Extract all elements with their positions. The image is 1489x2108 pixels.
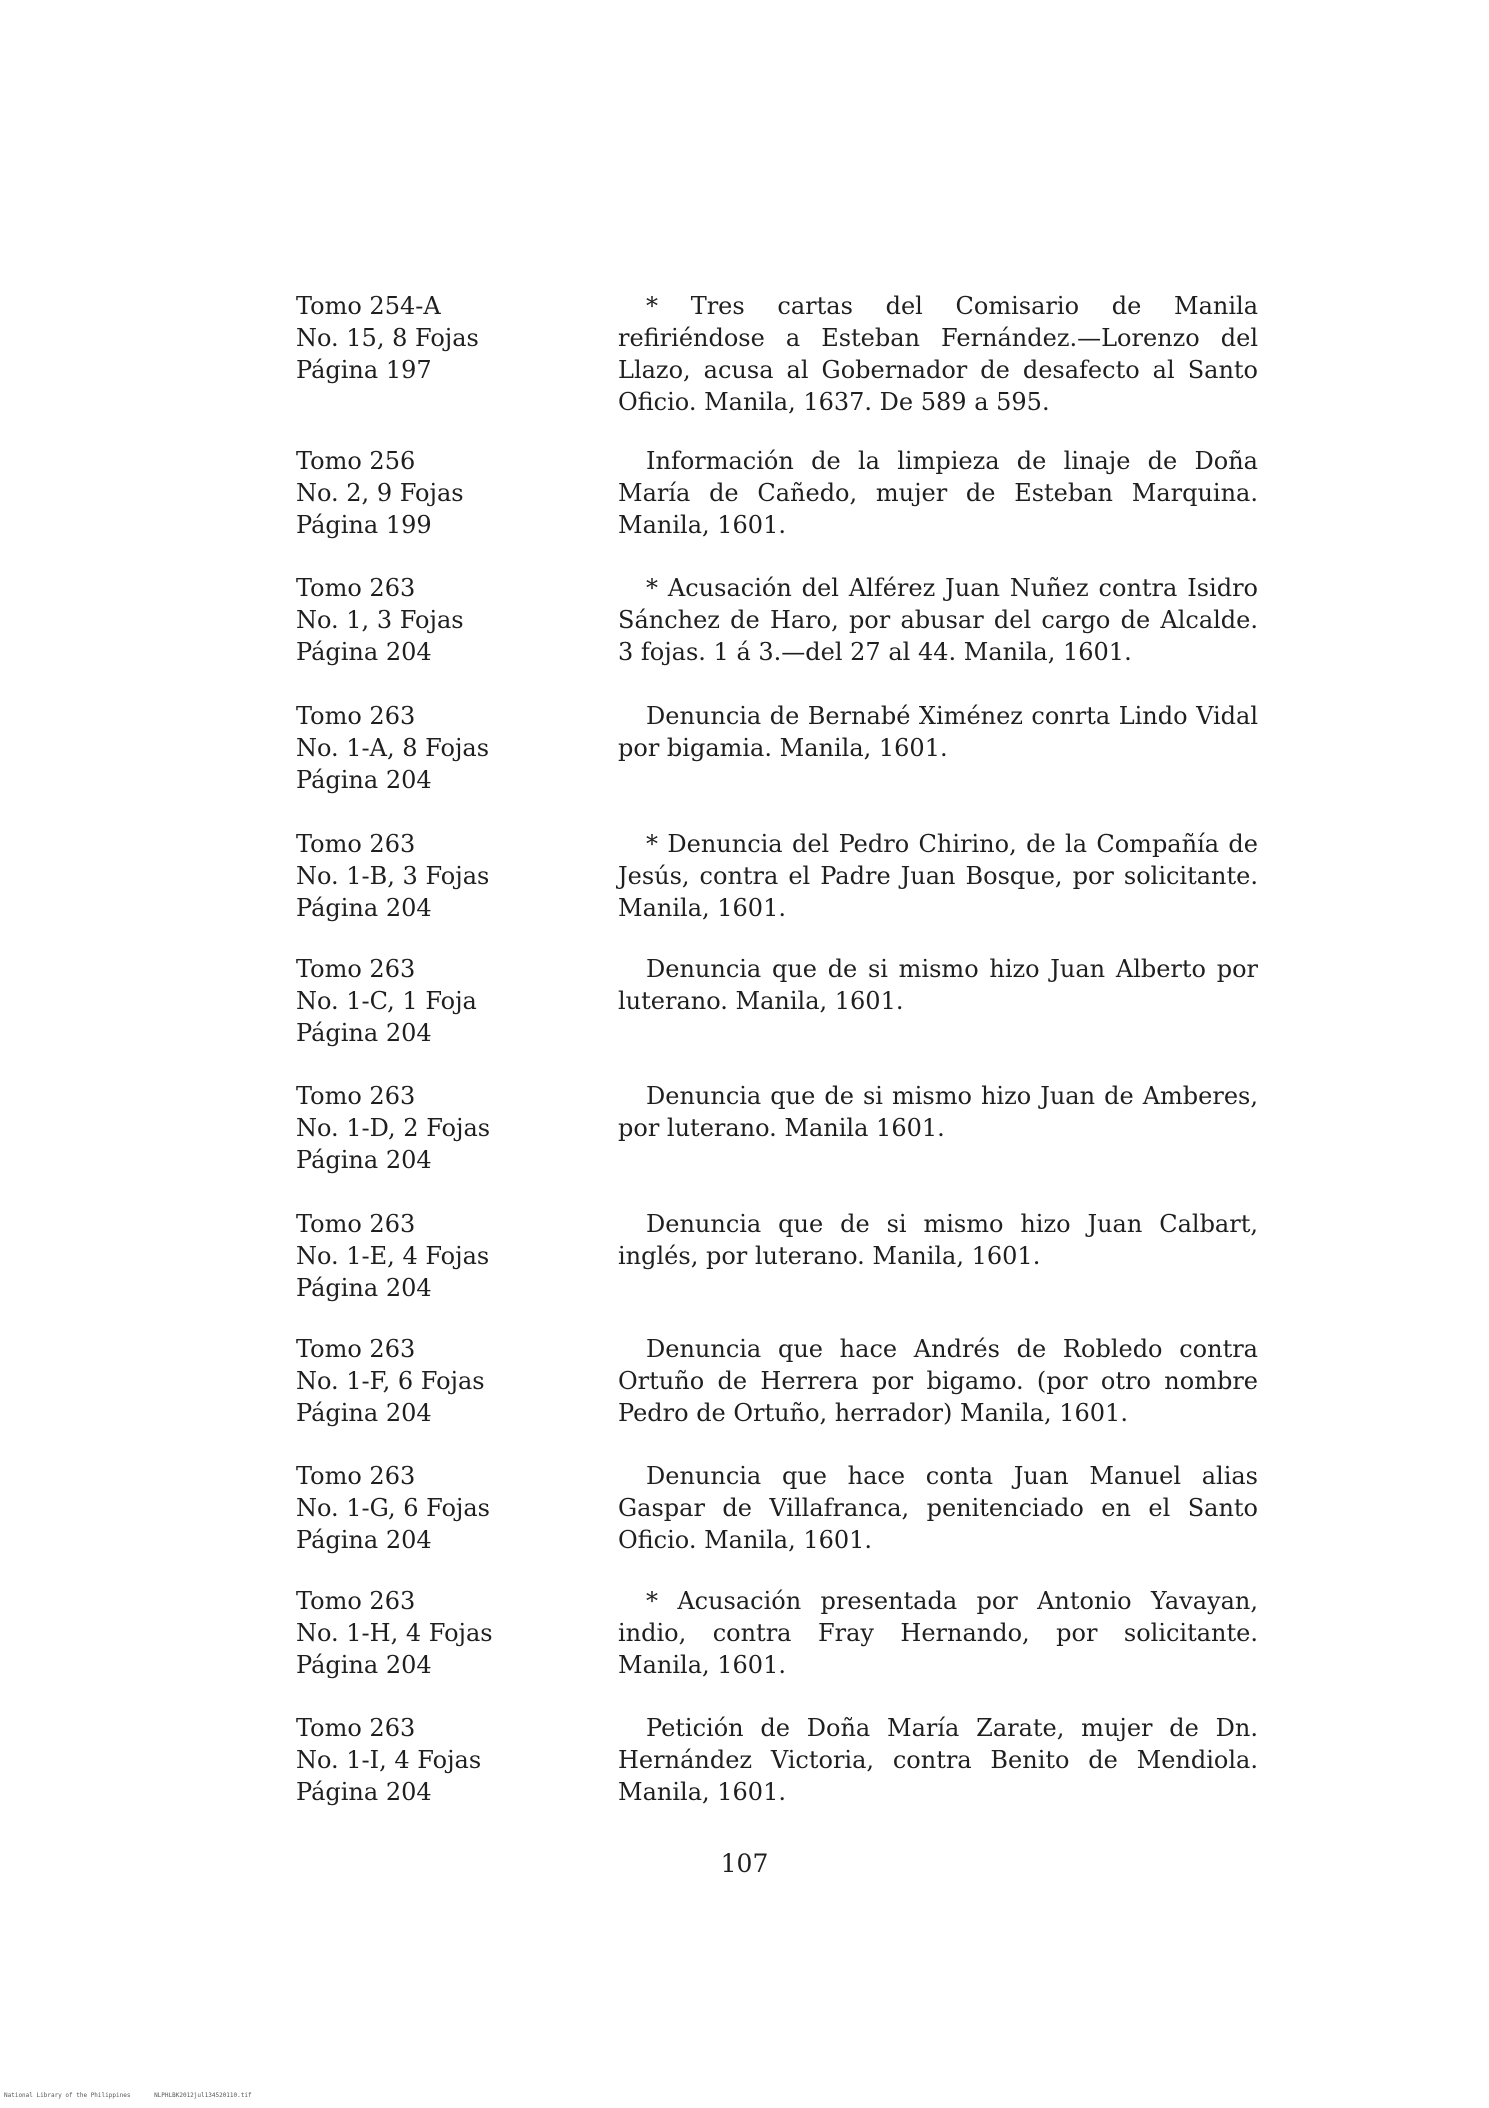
entry-description: Información de la limpieza de linaje de Doña María de Cañedo, mujer de Esteban Marquina. Manila, 1601. bbox=[618, 447, 1258, 539]
folio-count: No. 1-B, 3 Fojas bbox=[296, 862, 490, 890]
tomo-label: Tomo 263 bbox=[296, 955, 416, 983]
volume-reference bbox=[296, 572, 596, 668]
page-reference: Página 204 bbox=[296, 1399, 432, 1427]
folio-count: No. 1-H, 4 Fojas bbox=[296, 1619, 493, 1647]
folio-count: No. 1-A, 8 Fojas bbox=[296, 734, 490, 762]
entry-description: Denuncia que de si mismo hizo Juan Alberto por luterano. Manila, 1601. bbox=[618, 955, 1258, 1015]
folio-count: No. 1-C, 1 Foja bbox=[296, 987, 477, 1015]
entry-description: * Tres cartas del Comisario de Manila refiriéndose a Esteban Fernández.—Lorenzo del Llazo, acusa al Gobernador de desafecto al Santo Oficio. Manila, 1637. De 589 a 595. bbox=[618, 292, 1258, 416]
page-reference: Página 204 bbox=[296, 638, 432, 666]
tomo-label: Tomo 254-A bbox=[296, 292, 441, 320]
entry-description: Denuncia que de si mismo hizo Juan de Amberes, por luterano. Manila 1601. bbox=[618, 1082, 1258, 1142]
page-reference: Página 204 bbox=[296, 1146, 432, 1174]
library-credit: National Library of the Philippines bbox=[4, 2092, 131, 2099]
tomo-label: Tomo 263 bbox=[296, 1714, 416, 1742]
entry-description: * Denuncia del Pedro Chirino, de la Compañía de Jesús, contra el Padre Juan Bosque, por solicitante. Manila, 1601. bbox=[618, 830, 1258, 922]
volume-reference bbox=[296, 1080, 596, 1176]
scan-footer bbox=[4, 2092, 272, 2100]
tomo-label: Tomo 263 bbox=[296, 574, 416, 602]
folio-count: No. 1-D, 2 Fojas bbox=[296, 1114, 491, 1142]
folio-count: No. 1-I, 4 Fojas bbox=[296, 1746, 482, 1774]
volume-reference bbox=[296, 1333, 596, 1429]
tomo-label: Tomo 263 bbox=[296, 702, 416, 730]
page-reference: Página 204 bbox=[296, 1526, 432, 1554]
volume-reference bbox=[296, 445, 596, 541]
entry-description: * Acusación del Alférez Juan Nuñez contra Isidro Sánchez de Haro, por abusar del cargo de Alcalde. 3 fojas. 1 á 3.—del 27 al 44. Manila, 1601. bbox=[618, 574, 1258, 666]
folio-count: No. 2, 9 Fojas bbox=[296, 479, 464, 507]
page-number: 107 bbox=[720, 1849, 769, 1878]
tomo-label: Tomo 263 bbox=[296, 1082, 416, 1110]
entry-description: Denuncia que hace Andrés de Robledo contra Ortuño de Herrera por bigamo. (por otro nombre Pedro de Ortuño, herrador) Manila, 1601. bbox=[618, 1335, 1258, 1427]
page-reference: Página 199 bbox=[296, 511, 432, 539]
volume-reference bbox=[296, 1712, 596, 1808]
entry-description: Denuncia que de si mismo hizo Juan Calbart, inglés, por luterano. Manila, 1601. bbox=[618, 1210, 1258, 1270]
file-identifier: NLPHLBK2012jul134520110.tif bbox=[154, 2092, 252, 2099]
volume-reference bbox=[296, 290, 596, 386]
tomo-label: Tomo 263 bbox=[296, 1210, 416, 1238]
volume-reference bbox=[296, 1208, 596, 1304]
tomo-label: Tomo 263 bbox=[296, 1335, 416, 1363]
page-reference: Página 197 bbox=[296, 356, 432, 384]
volume-reference bbox=[296, 700, 596, 796]
volume-reference bbox=[296, 1460, 596, 1556]
tomo-label: Tomo 263 bbox=[296, 830, 416, 858]
page-reference: Página 204 bbox=[296, 766, 432, 794]
entry-description: Denuncia que hace conta Juan Manuel alias Gaspar de Villafranca, penitenciado en el Santo Oficio. Manila, 1601. bbox=[618, 1462, 1258, 1554]
tomo-label: Tomo 256 bbox=[296, 447, 416, 475]
entry-description: * Acusación presentada por Antonio Yavayan, indio, contra Fray Hernando, por solicitante. Manila, 1601. bbox=[618, 1587, 1258, 1679]
volume-reference bbox=[296, 828, 596, 924]
entry-description: Denuncia de Bernabé Ximénez conrta Lindo Vidal por bigamia. Manila, 1601. bbox=[618, 702, 1258, 762]
folio-count: No. 1-E, 4 Fojas bbox=[296, 1242, 490, 1270]
folio-count: No. 15, 8 Fojas bbox=[296, 324, 479, 352]
page-reference: Página 204 bbox=[296, 1019, 432, 1047]
page-reference: Página 204 bbox=[296, 1651, 432, 1679]
volume-reference bbox=[296, 1585, 596, 1681]
tomo-label: Tomo 263 bbox=[296, 1462, 416, 1490]
page-reference: Página 204 bbox=[296, 894, 432, 922]
folio-count: No. 1-F, 6 Fojas bbox=[296, 1367, 485, 1395]
folio-count: No. 1, 3 Fojas bbox=[296, 606, 464, 634]
volume-reference bbox=[296, 953, 596, 1049]
page-reference: Página 204 bbox=[296, 1778, 432, 1806]
entry-description: Petición de Doña María Zarate, mujer de Dn. Hernández Victoria, contra Benito de Mendiola. Manila, 1601. bbox=[618, 1714, 1258, 1806]
page-reference: Página 204 bbox=[296, 1274, 432, 1302]
tomo-label: Tomo 263 bbox=[296, 1587, 416, 1615]
folio-count: No. 1-G, 6 Fojas bbox=[296, 1494, 490, 1522]
